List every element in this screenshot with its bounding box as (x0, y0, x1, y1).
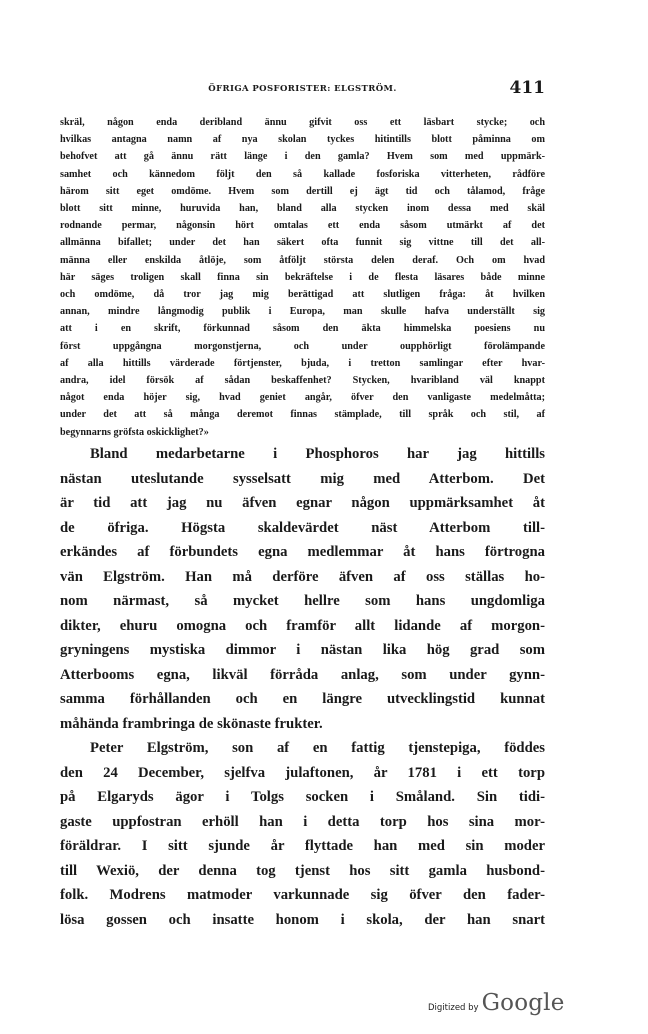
quote-line: männa eller enskilda åtlöje, som åtföljt största delen deraf. Och om hvad (60, 254, 545, 266)
quote-line: och omdöme, då tror jag mig berättigad att slutligen fråga: åt hvilken (60, 289, 545, 301)
body-line: Bland medarbetarne i Phosphoros har jag hittills (90, 446, 545, 462)
body-line: de öfriga. Högsta skaldevärdet näst Atterbom till- (60, 519, 545, 536)
body-line: nästan uteslutande sysselsatt mig med Atterbom. Det (60, 470, 545, 487)
quoted-passage (60, 114, 545, 441)
quote-line: hvilkas antagna namn af nya skolan tyckes hitintills blott påminna om (60, 134, 545, 146)
quote-line: rodnande permar, någonsin hört omtalas ett enda såsom utmärkt af det (60, 220, 545, 232)
quote-line: under det att så många deremot finnas stämplade, till språk och stil, af (60, 409, 545, 421)
body-line: är tid att jag nu äfven egnar någon uppmärksamhet åt (60, 495, 545, 511)
body-line: till Wexiö, der denna tog tjenst hos sitt gamla husbond- (60, 862, 545, 879)
body-line: föräldrar. I sitt sjunde år flyttade han med sin moder (60, 838, 545, 854)
page-number: 411 (509, 78, 545, 98)
body-line: samma förhållanden och en längre utvecklingstid kunnat (60, 691, 545, 707)
quote-line: annan, mindre långmodig publik i Europa, man skulle hafva underställt sig (60, 306, 545, 318)
quote-line: blott sitt minne, huruvida han, bland alla stycken inom dessa med skäl (60, 203, 545, 215)
quote-line: begynnarns gröfsta oskicklighet?» (60, 426, 209, 438)
quote-line: att i en skrift, förkunnad såsom den äkta himmelska poesiens nu (60, 323, 545, 335)
running-head: ÖFRIGA POSFORISTER: ELGSTRÖM. (208, 84, 397, 94)
body-line: nom närmast, så mycket hellre som hans ungdomliga (60, 593, 545, 609)
body-line: Peter Elgström, son af en fattig tjenstepiga, föddes (90, 740, 545, 756)
quote-line: andra, idel försök af sådan beskaffenhet? Stycken, hvaribland väl knappt (60, 375, 545, 387)
body-text (60, 442, 545, 932)
body-line: den 24 December, sjelfva julaftonen, år 1781 i ett torp (60, 764, 545, 781)
digitized-by-google-watermark (428, 990, 565, 1016)
google-logo: Google (481, 990, 565, 1016)
quote-line: något enda höjer sig, hvad geniet angår, öfver den vanligaste medelmåtta; (60, 392, 545, 404)
digitized-by-label: Digitized by (428, 1003, 479, 1013)
quote-line: härom sitt eget omdöme. Hvem som dertill ej ägt tid och tålamod, fråge (60, 185, 545, 197)
page-header (60, 78, 545, 102)
quote-line: samhet och kännedom följt den så kallade fosforiska vitterheten, rådföre (60, 168, 545, 180)
quote-line: allmänna bifallet; under det han säkert ofta funnit sig vittne till det all- (60, 237, 545, 249)
quote-line: behofvet att gå ännu rätt länge i den gamla? Hvem som med uppmärk- (60, 151, 545, 163)
body-line: dikter, ehuru omogna och framför allt lidande af morgon- (60, 617, 545, 634)
body-line: på Elgaryds ägor i Tolgs socken i Småland. Sin tidi- (60, 789, 545, 805)
quote-line: skräl, någon enda deribland ännu gifvit oss ett läsbart stycke; och (60, 117, 545, 128)
quote-line: af alla hittills värderade förtjenster, bjuda, i tretton samlingar efter hvar- (60, 357, 545, 369)
body-line: gryningens mystiska dimmor i nästan lika hög grad som (60, 642, 545, 658)
body-line: måhända frambringa de skönaste frukter. (60, 715, 323, 732)
body-line: gaste uppfostran erhöll han i detta torp hos sina mor- (60, 813, 545, 830)
body-line: erkändes af förbundets egna medlemmar åt hans förtrogna (60, 544, 545, 560)
quote-line: först uppgångna morgonstjerna, och under oupphörligt förolämpande (60, 340, 545, 352)
quote-line: här säges troligen skall finna sin bekräftelse i de flesta läsares både minne (60, 271, 545, 283)
body-line: folk. Modrens matmoder varkunnade sig öfver den fader- (60, 887, 545, 903)
body-line: lösa gossen och insatte honom i skola, der han snart (60, 911, 545, 928)
body-line: Atterbooms egna, likväl förråda anlag, som under gynn- (60, 666, 545, 683)
body-line: vän Elgström. Han må derföre äfven af oss ställas ho- (60, 568, 545, 585)
